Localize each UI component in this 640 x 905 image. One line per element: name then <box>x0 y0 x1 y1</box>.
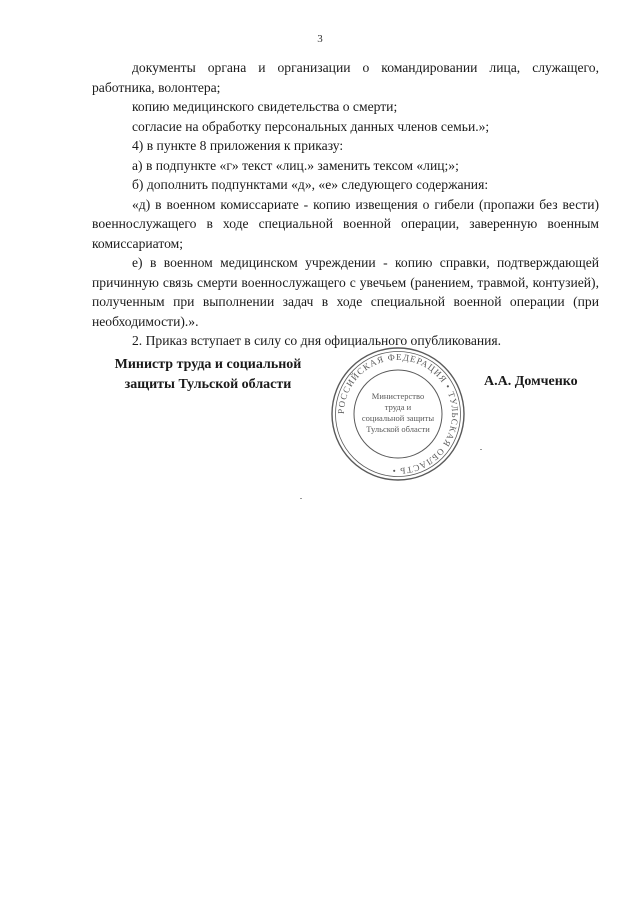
paragraph-subitem-d: «д) в военном комиссариате - копию извещения о гибели (пропажи без вести) военнослужащего в ходе специальной военной операции, заверенную военным комиссариатом; <box>92 196 599 251</box>
seal-center-line4: Тульской области <box>366 424 430 434</box>
document-body <box>92 58 599 351</box>
scan-speck <box>480 449 482 450</box>
paragraph-documents: документы органа и организации о командировании лица, служащего, работника, волонтера; <box>92 60 599 95</box>
page-number: 3 <box>317 33 323 45</box>
signatory-title-line2: защиты Тульской области <box>124 377 292 392</box>
paragraph-death-certificate: копию медицинского свидетельства о смерти; <box>132 99 398 114</box>
paragraph-consent: согласие на обработку персональных данных членов семьи.»; <box>132 118 490 134</box>
paragraph-subitem-e: е) в военном медицинском учреждении - копию справки, подтверждающей причинную связь смерти военнослужащего с увечьем (ранением, травмой, контузией), полученным при выполнении задач в ходе специальной военной операции (при необходимости).». <box>92 255 599 329</box>
seal-graphic <box>328 344 468 484</box>
seal-center-line2: труда и <box>384 402 412 412</box>
signatory-name: А.А. Домченко <box>484 374 578 389</box>
signatory-title-line1: Министр труда и социальной <box>114 357 302 372</box>
signatory-title <box>108 355 308 395</box>
seal-center-line3: социальной защиты <box>361 413 435 423</box>
seal-center-line1: Министерство <box>371 391 425 401</box>
paragraph-item-4: 4) в пункте 8 приложения к приказу: <box>132 138 344 153</box>
paragraph-effective-date: 2. Приказ вступает в силу со дня официального опубликования. <box>132 333 502 348</box>
official-seal <box>328 344 468 484</box>
paragraph-subitem-a: а) в подпункте «г» текст «лиц.» заменить тексом «лиц;»; <box>132 157 459 173</box>
scan-speck <box>300 498 302 499</box>
seal-ring-text: РОССИЙСКАЯ ФЕДЕРАЦИЯ • ТУЛЬСКАЯ ОБЛАСТЬ • <box>335 351 461 477</box>
paragraph-subitem-b: б) дополнить подпунктами «д», «е» следующего содержания: <box>132 177 489 192</box>
